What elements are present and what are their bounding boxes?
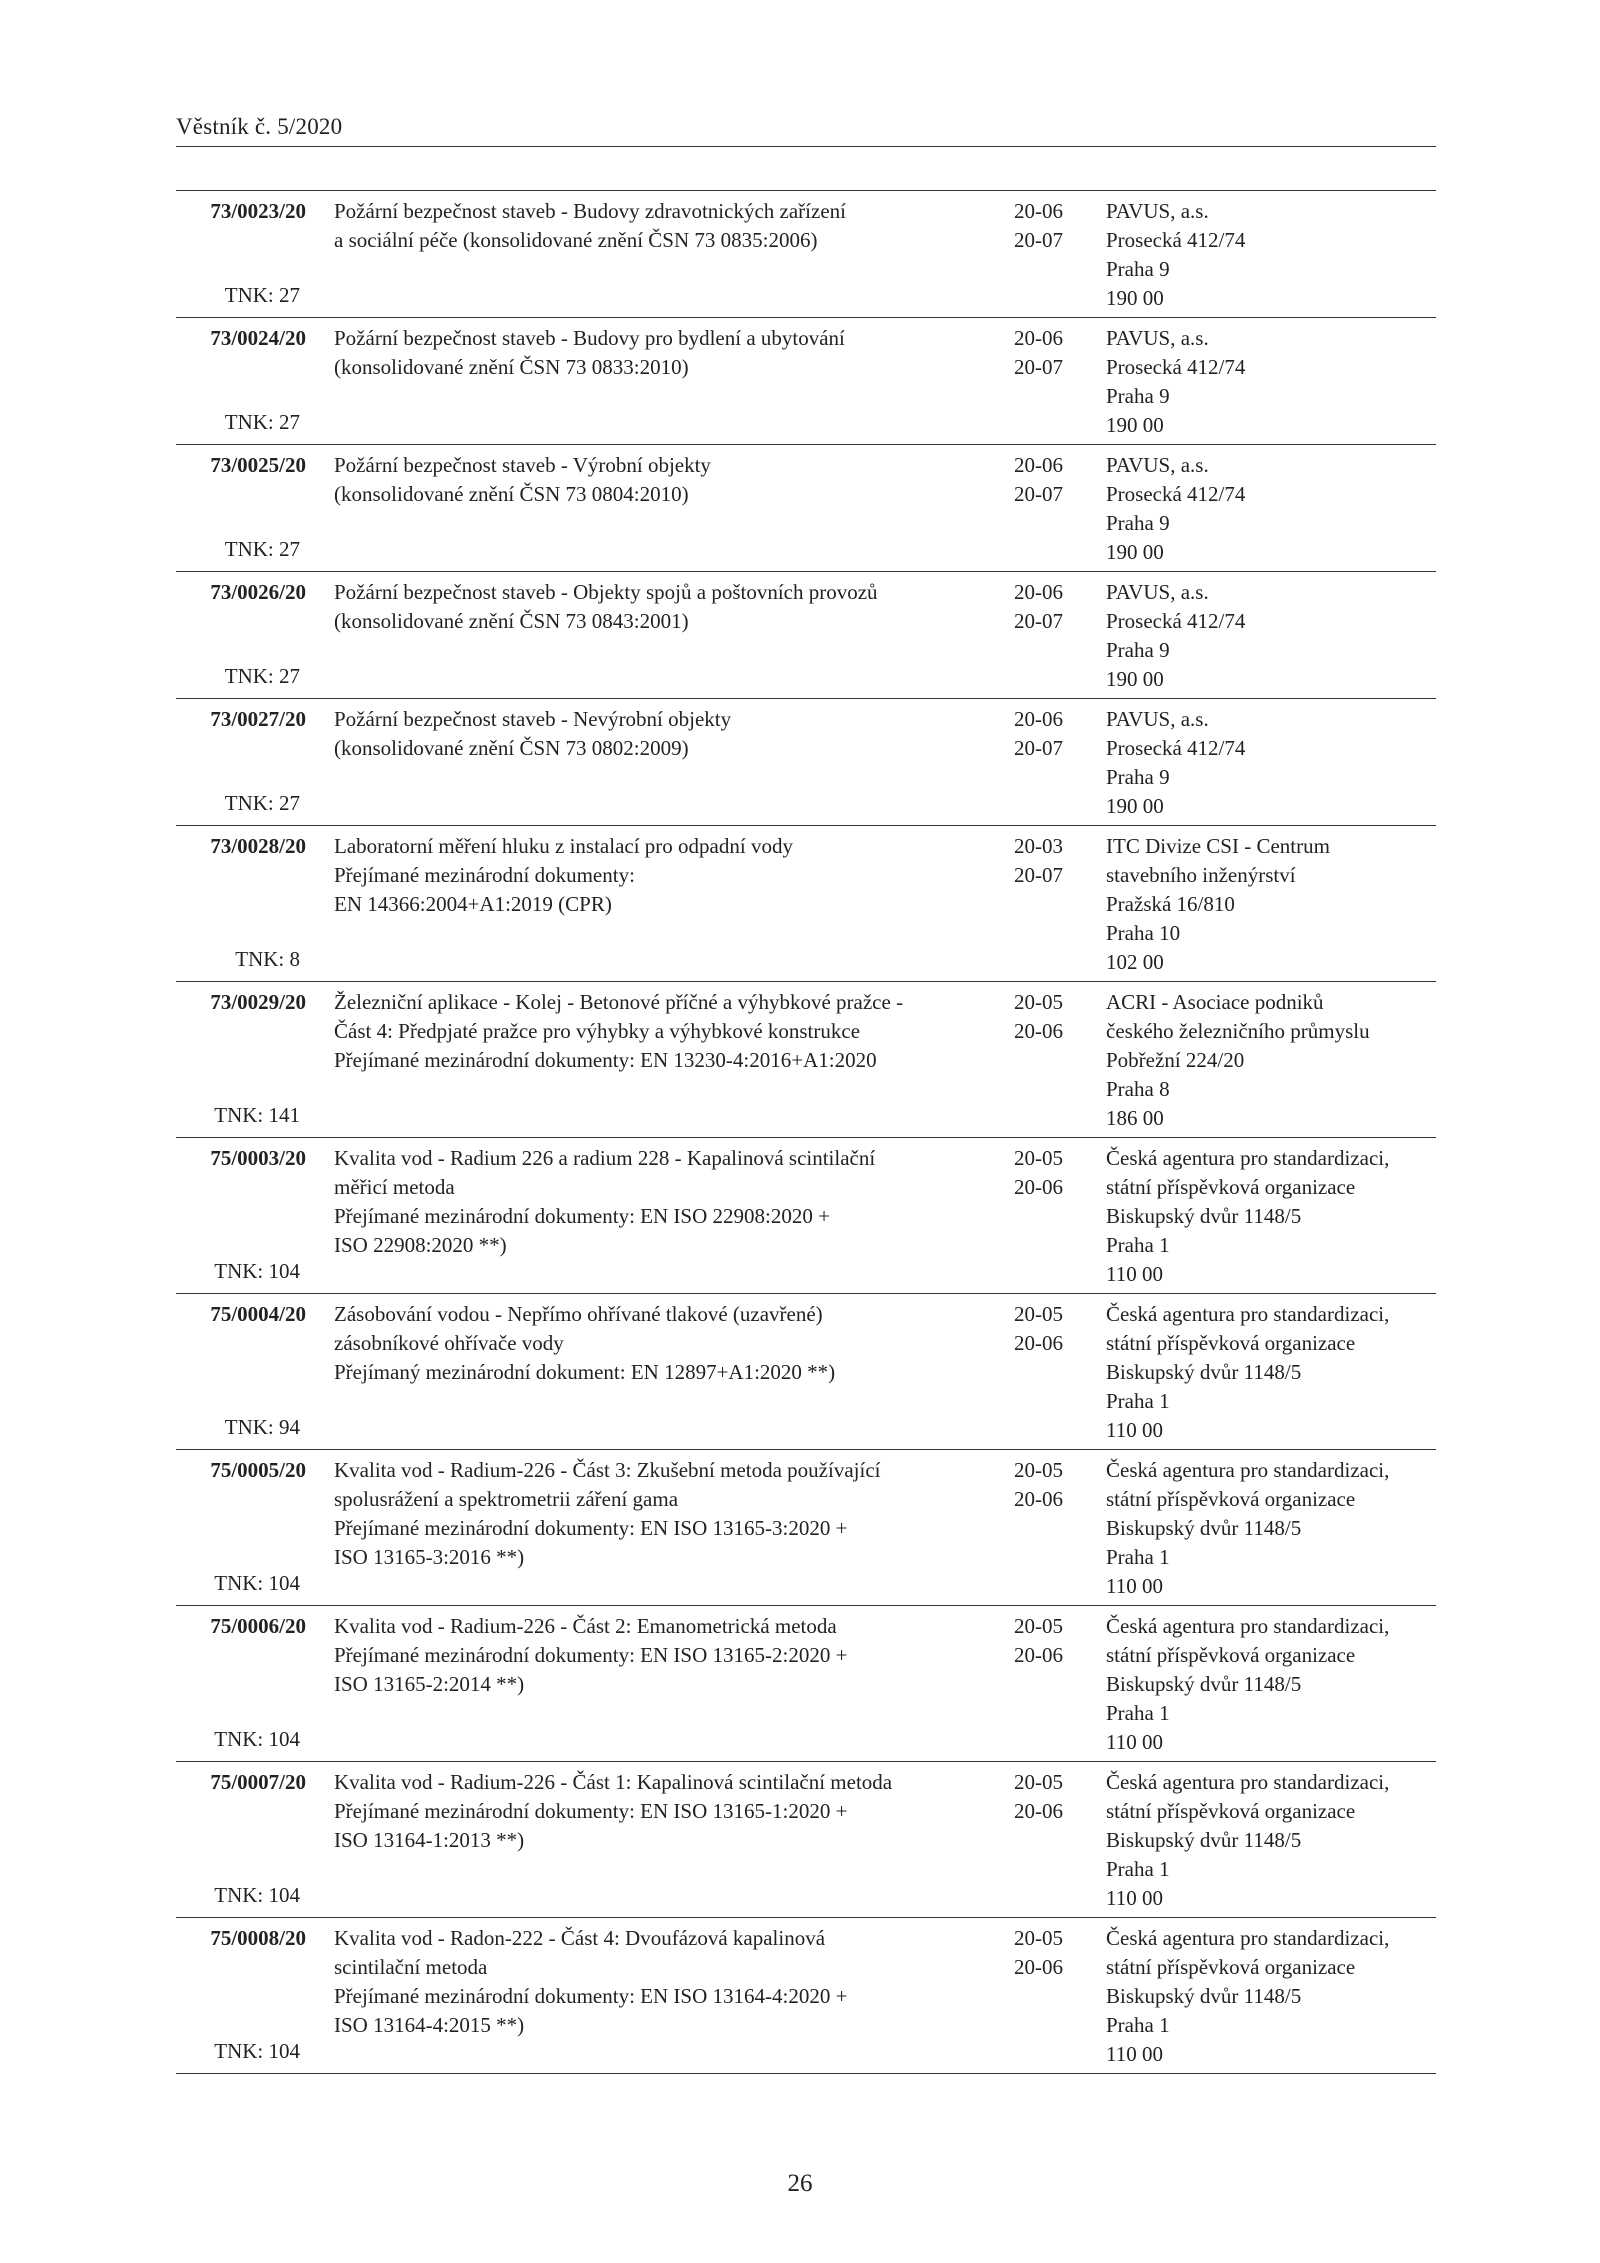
- standard-number: 75/0008/20: [210, 1926, 306, 1950]
- standard-title: [334, 1924, 1024, 2040]
- dates-column: [1014, 705, 1094, 763]
- organization-address: [1106, 988, 1446, 1133]
- organization-address: [1106, 451, 1446, 567]
- standard-number: 73/0025/20: [210, 453, 306, 477]
- title-line: ISO 22908:2020 **): [334, 1233, 507, 1257]
- address-line: 110 00: [1106, 1730, 1163, 1754]
- tnk-label: TNK: 104: [214, 1259, 300, 1283]
- date-value: 20-06: [1014, 707, 1063, 731]
- standard-number: 73/0023/20: [210, 199, 306, 223]
- dates-column: [1014, 197, 1094, 255]
- title-line: Laboratorní měření hluku z instalací pro odpadní vody: [334, 834, 793, 858]
- address-line: Praha 9: [1106, 638, 1170, 662]
- organization-address: [1106, 1144, 1446, 1289]
- title-line: (konsolidované znění ČSN 73 0843:2001): [334, 609, 689, 633]
- organization-address: [1106, 1300, 1446, 1445]
- address-line: Pobřežní 224/20: [1106, 1048, 1245, 1072]
- dates-column: [1014, 1300, 1094, 1358]
- address-line: 110 00: [1106, 1418, 1163, 1442]
- address-line: PAVUS, a.s.: [1106, 326, 1209, 350]
- title-line: Kvalita vod - Radium 226 a radium 228 - Kapalinová scintilační: [334, 1146, 876, 1170]
- title-line: Požární bezpečnost staveb - Nevýrobní objekty: [334, 707, 732, 731]
- date-value: 20-07: [1014, 355, 1063, 379]
- standard-title: [334, 1456, 1024, 1572]
- address-line: státní příspěvková organizace: [1106, 1955, 1356, 1979]
- table-row: [176, 572, 1436, 699]
- address-line: Praha 1: [1106, 1857, 1170, 1881]
- standard-title: [334, 1144, 1024, 1260]
- tnk-label: TNK: 27: [224, 664, 300, 688]
- tnk-label: TNK: 27: [224, 283, 300, 307]
- title-line: ISO 13164-4:2015 **): [334, 2013, 525, 2037]
- standard-title: [334, 324, 1024, 382]
- address-line: Praha 8: [1106, 1077, 1170, 1101]
- address-line: Biskupský dvůr 1148/5: [1106, 1516, 1302, 1540]
- address-line: Prosecká 412/74: [1106, 228, 1246, 252]
- address-line: 190 00: [1106, 667, 1164, 691]
- organization-address: [1106, 1924, 1446, 2069]
- organization-address: [1106, 1768, 1446, 1913]
- address-line: Praha 1: [1106, 1545, 1170, 1569]
- dates-column: [1014, 1768, 1094, 1826]
- address-line: Biskupský dvůr 1148/5: [1106, 1204, 1302, 1228]
- date-value: 20-06: [1014, 1487, 1063, 1511]
- title-line: Kvalita vod - Radon-222 - Část 4: Dvoufázová kapalinová: [334, 1926, 826, 1950]
- date-value: 20-05: [1014, 1146, 1063, 1170]
- date-value: 20-03: [1014, 834, 1063, 858]
- address-line: Biskupský dvůr 1148/5: [1106, 1828, 1302, 1852]
- date-value: 20-07: [1014, 609, 1063, 633]
- table-row: [176, 1918, 1436, 2074]
- address-line: 190 00: [1106, 286, 1164, 310]
- title-line: Část 4: Předpjaté pražce pro výhybky a výhybkové konstrukce: [334, 1019, 861, 1043]
- date-value: 20-06: [1014, 1643, 1063, 1667]
- tnk-label: TNK: 8: [235, 947, 300, 971]
- address-line: stavebního inženýrství: [1106, 863, 1296, 887]
- title-line: spolusrážení a spektrometrii záření gama: [334, 1487, 679, 1511]
- table-row: [176, 445, 1436, 572]
- table-row: [176, 1294, 1436, 1450]
- address-line: státní příspěvková organizace: [1106, 1331, 1356, 1355]
- address-line: ITC Divize CSI - Centrum: [1106, 834, 1330, 858]
- tnk-label: TNK: 104: [214, 1883, 300, 1907]
- title-line: Přejímané mezinárodní dokumenty: EN ISO 13165-3:2020 +: [334, 1516, 848, 1540]
- date-value: 20-06: [1014, 1331, 1063, 1355]
- standard-title: [334, 451, 1024, 509]
- date-value: 20-07: [1014, 228, 1063, 252]
- standard-number: 75/0004/20: [210, 1302, 306, 1326]
- standard-number: 73/0028/20: [210, 834, 306, 858]
- tnk-label: TNK: 104: [214, 2039, 300, 2063]
- dates-column: [1014, 1144, 1094, 1202]
- address-line: 102 00: [1106, 950, 1164, 974]
- standard-title: [334, 1300, 1024, 1387]
- organization-address: [1106, 578, 1446, 694]
- address-line: Prosecká 412/74: [1106, 736, 1246, 760]
- title-line: Kvalita vod - Radium-226 - Část 1: Kapalinová scintilační metoda: [334, 1770, 893, 1794]
- address-line: státní příspěvková organizace: [1106, 1487, 1356, 1511]
- date-value: 20-05: [1014, 990, 1063, 1014]
- title-line: Přejímané mezinárodní dokumenty: EN ISO 13165-1:2020 +: [334, 1799, 848, 1823]
- dates-column: [1014, 578, 1094, 636]
- date-value: 20-06: [1014, 1955, 1063, 1979]
- table-row: [176, 1138, 1436, 1294]
- title-line: Požární bezpečnost staveb - Objekty spojů a poštovních provozů: [334, 580, 878, 604]
- standard-number: 73/0027/20: [210, 707, 306, 731]
- date-value: 20-06: [1014, 1175, 1063, 1199]
- address-line: PAVUS, a.s.: [1106, 580, 1209, 604]
- title-line: Požární bezpečnost staveb - Výrobní objekty: [334, 453, 711, 477]
- standard-number: 75/0007/20: [210, 1770, 306, 1794]
- date-value: 20-06: [1014, 453, 1063, 477]
- title-line: ISO 13165-3:2016 **): [334, 1545, 525, 1569]
- address-line: Praha 9: [1106, 511, 1170, 535]
- title-line: měřicí metoda: [334, 1175, 455, 1199]
- date-value: 20-06: [1014, 1799, 1063, 1823]
- standard-title: [334, 1612, 1024, 1699]
- table-row: [176, 826, 1436, 982]
- table-row: [176, 191, 1436, 318]
- address-line: českého železničního průmyslu: [1106, 1019, 1370, 1043]
- address-line: PAVUS, a.s.: [1106, 453, 1209, 477]
- title-line: Přejímané mezinárodní dokumenty: EN ISO 13164-4:2020 +: [334, 1984, 848, 2008]
- address-line: Pražská 16/810: [1106, 892, 1235, 916]
- tnk-label: TNK: 27: [224, 537, 300, 561]
- date-value: 20-07: [1014, 736, 1063, 760]
- address-line: 186 00: [1106, 1106, 1164, 1130]
- table-row: [176, 318, 1436, 445]
- address-line: Česká agentura pro standardizaci,: [1106, 1302, 1390, 1326]
- organization-address: [1106, 1456, 1446, 1601]
- title-line: ISO 13165-2:2014 **): [334, 1672, 525, 1696]
- title-line: Přejímané mezinárodní dokumenty:: [334, 863, 635, 887]
- address-line: Česká agentura pro standardizaci,: [1106, 1926, 1390, 1950]
- title-line: Zásobování vodou - Nepřímo ohřívané tlakové (uzavřené): [334, 1302, 823, 1326]
- date-value: 20-06: [1014, 326, 1063, 350]
- dates-column: [1014, 451, 1094, 509]
- organization-address: [1106, 705, 1446, 821]
- address-line: 110 00: [1106, 1262, 1163, 1286]
- standard-title: [334, 578, 1024, 636]
- tnk-label: TNK: 141: [214, 1103, 300, 1127]
- title-line: a sociální péče (konsolidované znění ČSN 73 0835:2006): [334, 228, 818, 252]
- title-line: zásobníkové ohřívače vody: [334, 1331, 564, 1355]
- title-line: Přejímané mezinárodní dokumenty: EN ISO 22908:2020 +: [334, 1204, 830, 1228]
- table-row: [176, 699, 1436, 826]
- address-line: 110 00: [1106, 1886, 1163, 1910]
- date-value: 20-06: [1014, 199, 1063, 223]
- title-line: Požární bezpečnost staveb - Budovy zdravotnických zařízení: [334, 199, 846, 223]
- standard-title: [334, 705, 1024, 763]
- address-line: Prosecká 412/74: [1106, 355, 1246, 379]
- standard-number: 73/0024/20: [210, 326, 306, 350]
- address-line: státní příspěvková organizace: [1106, 1799, 1356, 1823]
- date-value: 20-05: [1014, 1302, 1063, 1326]
- dates-column: [1014, 832, 1094, 890]
- date-value: 20-07: [1014, 863, 1063, 887]
- title-line: ISO 13164-1:2013 **): [334, 1828, 525, 1852]
- dates-column: [1014, 1456, 1094, 1514]
- header-divider: [176, 146, 1436, 147]
- address-line: státní příspěvková organizace: [1106, 1175, 1356, 1199]
- date-value: 20-05: [1014, 1458, 1063, 1482]
- dates-column: [1014, 1612, 1094, 1670]
- date-value: 20-05: [1014, 1614, 1063, 1638]
- standard-title: [334, 988, 1024, 1075]
- standard-title: [334, 197, 1024, 255]
- address-line: 110 00: [1106, 1574, 1163, 1598]
- address-line: 190 00: [1106, 794, 1164, 818]
- address-line: Praha 9: [1106, 765, 1170, 789]
- standard-number: 75/0003/20: [210, 1146, 306, 1170]
- address-line: 110 00: [1106, 2042, 1163, 2066]
- date-value: 20-07: [1014, 482, 1063, 506]
- date-value: 20-05: [1014, 1770, 1063, 1794]
- title-line: Kvalita vod - Radium-226 - Část 3: Zkušební metoda používající: [334, 1458, 881, 1482]
- title-line: Kvalita vod - Radium-226 - Část 2: Emanometrická metoda: [334, 1614, 837, 1638]
- address-line: Praha 9: [1106, 384, 1170, 408]
- date-value: 20-06: [1014, 580, 1063, 604]
- table-row: [176, 982, 1436, 1138]
- address-line: Česká agentura pro standardizaci,: [1106, 1614, 1390, 1638]
- title-line: Železniční aplikace - Kolej - Betonové příčné a výhybkové pražce -: [334, 990, 904, 1014]
- standard-title: [334, 1768, 1024, 1855]
- dates-column: [1014, 324, 1094, 382]
- address-line: Biskupský dvůr 1148/5: [1106, 1672, 1302, 1696]
- title-line: (konsolidované znění ČSN 73 0804:2010): [334, 482, 689, 506]
- tnk-label: TNK: 27: [224, 791, 300, 815]
- address-line: Praha 1: [1106, 1701, 1170, 1725]
- address-line: Česká agentura pro standardizaci,: [1106, 1458, 1390, 1482]
- page-number: 26: [787, 2170, 813, 2197]
- date-value: 20-05: [1014, 1926, 1063, 1950]
- table-row: [176, 1450, 1436, 1606]
- title-line: Přejímaný mezinárodní dokument: EN 12897+A1:2020 **): [334, 1360, 836, 1384]
- title-line: scintilační metoda: [334, 1955, 488, 1979]
- address-line: PAVUS, a.s.: [1106, 199, 1209, 223]
- address-line: Praha 1: [1106, 1233, 1170, 1257]
- title-line: EN 14366:2004+A1:2019 (CPR): [334, 892, 612, 916]
- address-line: Česká agentura pro standardizaci,: [1106, 1770, 1390, 1794]
- standard-number: 75/0005/20: [210, 1458, 306, 1482]
- tnk-label: TNK: 104: [214, 1727, 300, 1751]
- address-line: Praha 1: [1106, 1389, 1170, 1413]
- standard-number: 73/0026/20: [210, 580, 306, 604]
- address-line: Prosecká 412/74: [1106, 482, 1246, 506]
- address-line: Praha 9: [1106, 257, 1170, 281]
- organization-address: [1106, 197, 1446, 313]
- address-line: Biskupský dvůr 1148/5: [1106, 1984, 1302, 2008]
- address-line: ACRI - Asociace podniků: [1106, 990, 1324, 1014]
- table-row: [176, 1762, 1436, 1918]
- standard-number: 75/0006/20: [210, 1614, 306, 1638]
- title-line: Požární bezpečnost staveb - Budovy pro bydlení a ubytování: [334, 326, 845, 350]
- address-line: Prosecká 412/74: [1106, 609, 1246, 633]
- organization-address: [1106, 324, 1446, 440]
- dates-column: [1014, 1924, 1094, 1982]
- standards-table: [176, 190, 1436, 2074]
- date-value: 20-06: [1014, 1019, 1063, 1043]
- title-line: Přejímané mezinárodní dokumenty: EN 13230-4:2016+A1:2020: [334, 1048, 877, 1072]
- title-line: (konsolidované znění ČSN 73 0802:2009): [334, 736, 689, 760]
- table-row: [176, 1606, 1436, 1762]
- address-line: státní příspěvková organizace: [1106, 1643, 1356, 1667]
- tnk-label: TNK: 104: [214, 1571, 300, 1595]
- standard-number: 73/0029/20: [210, 990, 306, 1014]
- address-line: Praha 10: [1106, 921, 1181, 945]
- title-line: (konsolidované znění ČSN 73 0833:2010): [334, 355, 689, 379]
- address-line: Biskupský dvůr 1148/5: [1106, 1360, 1302, 1384]
- page-header-title: Věstník č. 5/2020: [176, 114, 343, 139]
- dates-column: [1014, 988, 1094, 1046]
- address-line: 190 00: [1106, 540, 1164, 564]
- standard-title: [334, 832, 1024, 919]
- tnk-label: TNK: 94: [224, 1415, 300, 1439]
- organization-address: [1106, 832, 1446, 977]
- title-line: Přejímané mezinárodní dokumenty: EN ISO 13165-2:2020 +: [334, 1643, 848, 1667]
- organization-address: [1106, 1612, 1446, 1757]
- address-line: Česká agentura pro standardizaci,: [1106, 1146, 1390, 1170]
- address-line: 190 00: [1106, 413, 1164, 437]
- address-line: PAVUS, a.s.: [1106, 707, 1209, 731]
- tnk-label: TNK: 27: [224, 410, 300, 434]
- address-line: Praha 1: [1106, 2013, 1170, 2037]
